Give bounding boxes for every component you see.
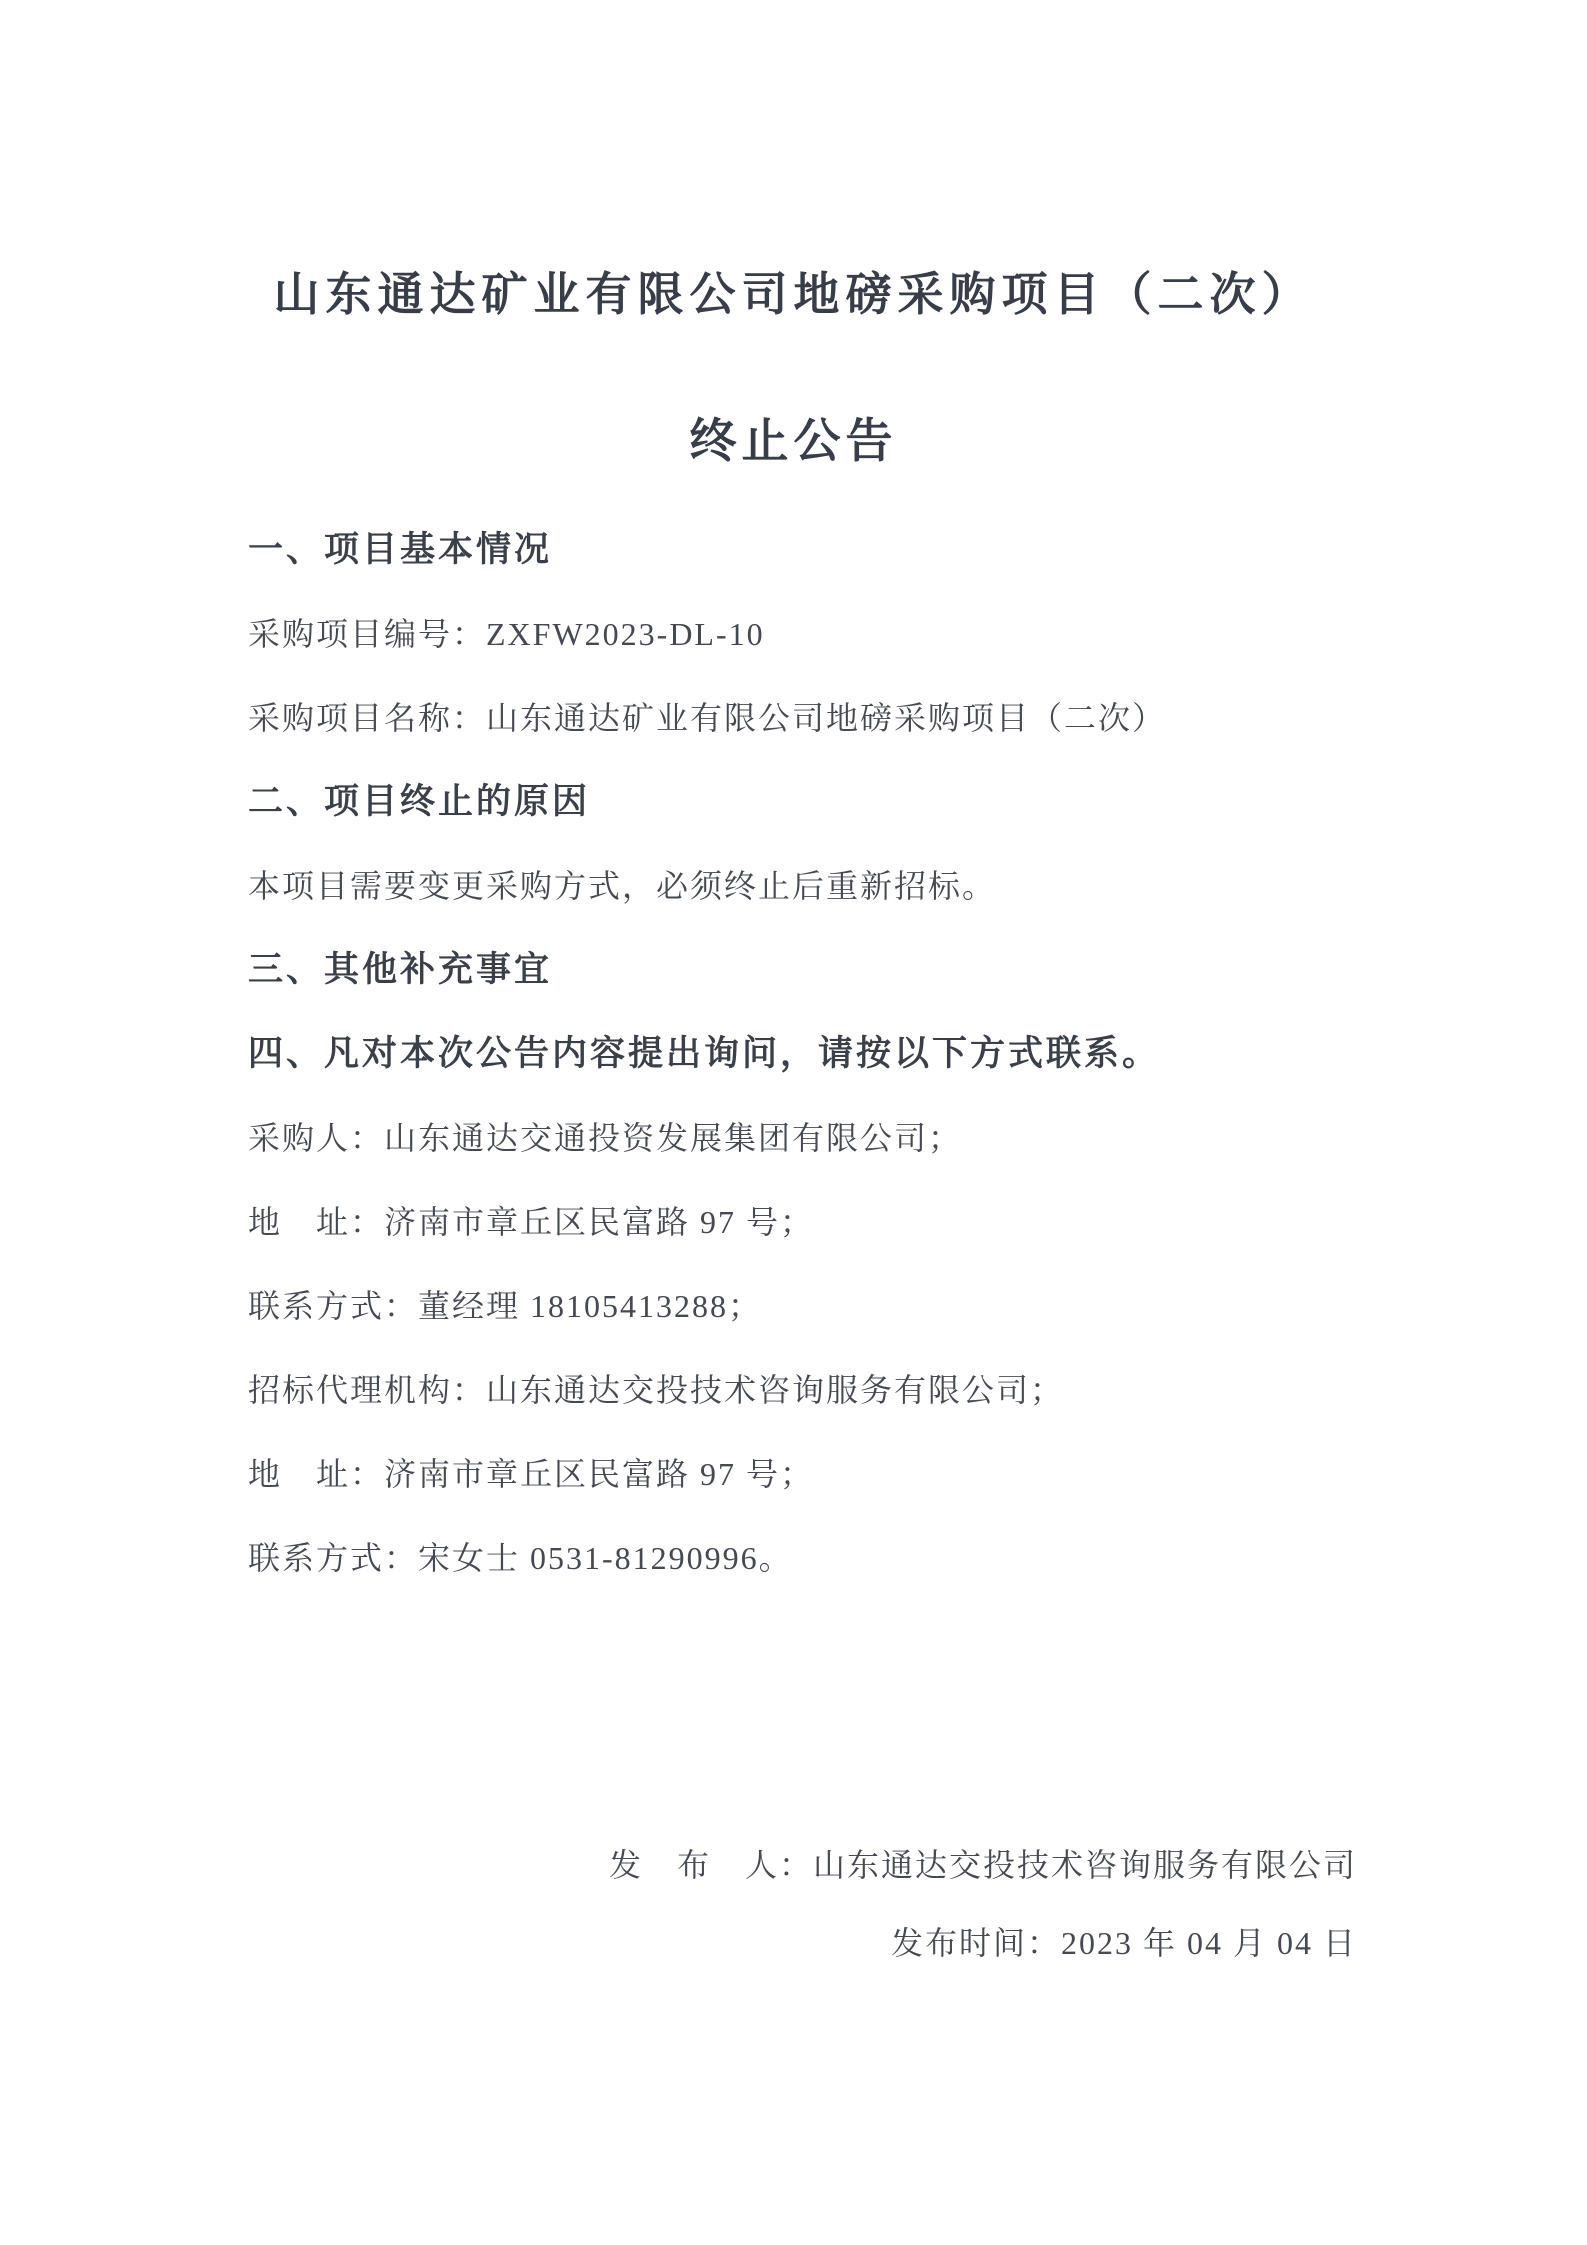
purchaser-line: 采购人：山东通达交通投资发展集团有限公司； — [248, 1120, 963, 1156]
publisher-label: 发 布 人： — [608, 1847, 813, 1883]
document-subtitle: 终止公告 — [689, 416, 898, 468]
project-number-line: 采购项目编号：ZXFW2023-DL-10 — [248, 616, 765, 652]
document-body — [248, 508, 1363, 1600]
termination-reason-line: 本项目需要变更采购方式，必须终止后重新招标。 — [248, 868, 997, 904]
agency-contact-line: 联系方式：宋女士 0531-81290996。 — [248, 1540, 793, 1576]
section-heading-termination-reason: 二、项目终止的原因 — [248, 782, 591, 821]
document-title: 山东通达矿业有限公司地磅采购项目（二次） — [273, 268, 1314, 320]
publish-date-label: 发布时间： — [890, 1925, 1061, 1961]
agency-line: 招标代理机构：山东通达交投技术咨询服务有限公司； — [248, 1372, 1065, 1408]
section-heading-contact: 四、凡对本次公告内容提出询问，请按以下方式联系。 — [248, 1034, 1161, 1073]
publish-date-line — [609, 1904, 1357, 1982]
purchaser-contact-line: 联系方式：董经理 18105413288； — [248, 1288, 763, 1324]
publisher-line — [609, 1826, 1357, 1904]
document-footer — [609, 1826, 1357, 1982]
purchaser-address-line: 地 址：济南市章丘区民富路 97 号； — [248, 1204, 815, 1240]
section-heading-basic-info: 一、项目基本情况 — [248, 530, 553, 569]
section-heading-supplementary: 三、其他补充事宜 — [248, 950, 553, 989]
publisher-value: 山东通达交投技术咨询服务有限公司 — [812, 1847, 1357, 1883]
agency-address-line: 地 址：济南市章丘区民富路 97 号； — [248, 1456, 815, 1492]
project-name-line: 采购项目名称：山东通达矿业有限公司地磅采购项目（二次） — [248, 700, 1167, 736]
publish-date-value: 2023 年 04 月 04 日 — [1060, 1925, 1357, 1961]
